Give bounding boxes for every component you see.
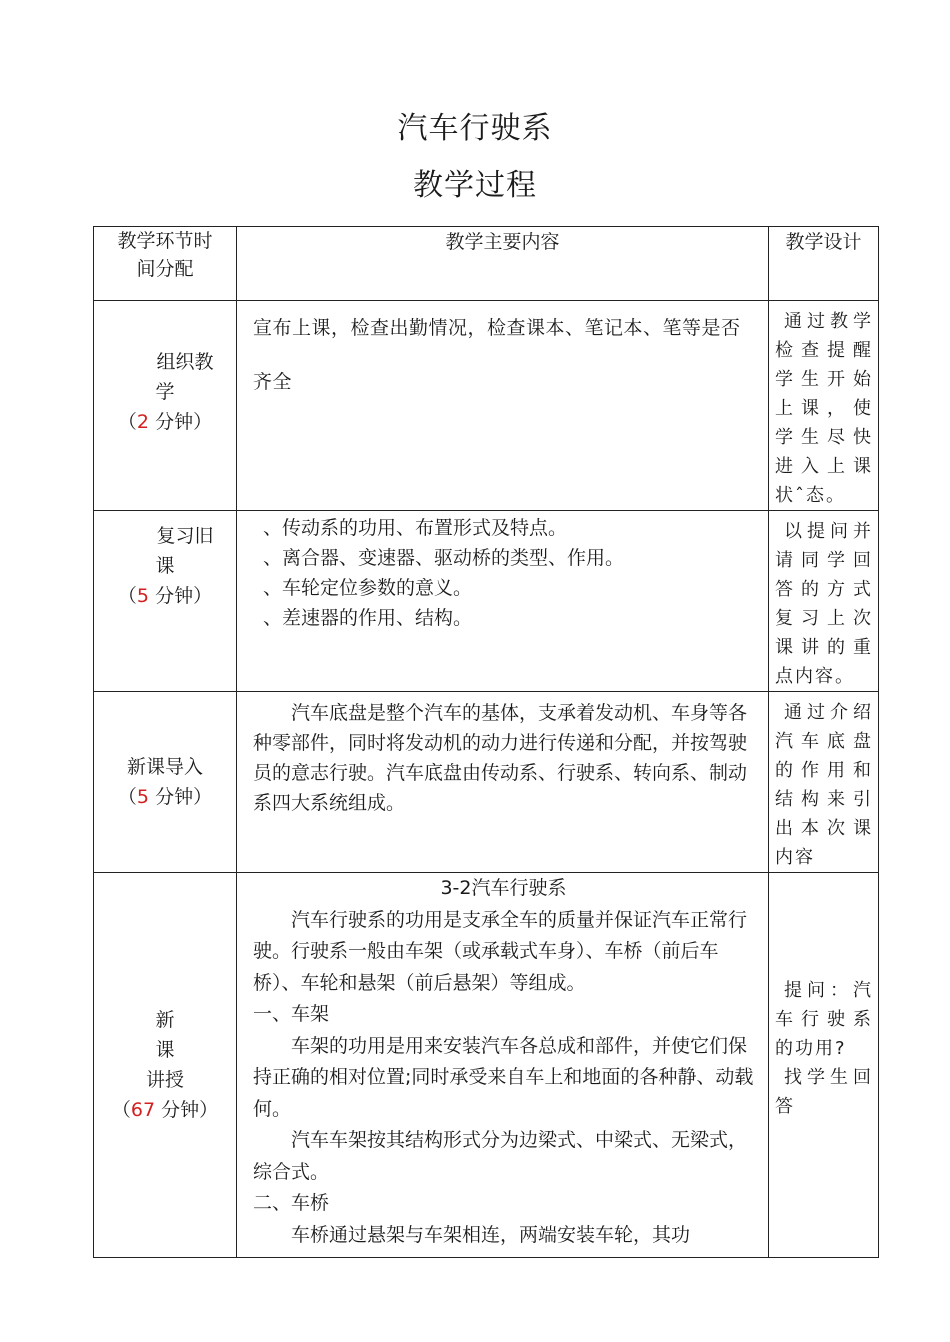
document-title: 汽车行驶系 <box>397 111 553 146</box>
content-list-item: 、离合器、变速器、驱动桥的类型、作用。 <box>263 547 625 569</box>
stage-label-line2: 课 <box>155 1039 175 1061</box>
stage-duration: （67 分钟） <box>111 1099 219 1121</box>
header-content: 教学主要内容 <box>237 227 769 301</box>
design-activity: 找学生回答 <box>775 1066 873 1117</box>
lesson-plan-table <box>93 226 879 1258</box>
table-header-row <box>94 227 879 301</box>
stage-cell <box>94 301 237 511</box>
stage-label-line1: 新 <box>155 1009 175 1031</box>
content-cell <box>237 511 769 692</box>
table-row <box>94 873 879 1258</box>
content-paragraph: 汽车车架按其结构形式分为边梁式、中梁式、无梁式，综合式。 <box>253 1129 748 1183</box>
design-cell: 以提问并请同学回答的方式复习上次课讲的重点内容。 <box>769 511 879 692</box>
stage-label-line1: 新课导入 <box>126 756 203 778</box>
header-design: 教学设计 <box>769 227 879 301</box>
stage-cell <box>94 873 237 1258</box>
content-paragraph: 车桥通过悬架与车架相连，两端安装车轮，其功 <box>291 1223 691 1246</box>
subsection-heading: 一、车架 <box>253 1003 330 1025</box>
table-row <box>94 511 879 692</box>
content-cell <box>237 301 769 511</box>
stage-label-line2: 学 <box>155 380 175 403</box>
design-cell: 通过介绍汽车底盘的作用和结构来引出本次课内容 <box>769 692 879 873</box>
stage-cell <box>94 692 237 873</box>
table-row <box>94 692 879 873</box>
stage-duration: （2 分钟） <box>117 410 213 433</box>
content-paragraph: 汽车行驶系的功用是支承全车的质量并保证汽车正常行驶。行驶系一般由车架（或承载式车身）、车桥（前后车桥）、车轮和悬架（前后悬架）等组成。 <box>253 908 748 994</box>
content-list-item: 、差速器的作用、结构。 <box>263 607 473 629</box>
content-cell <box>237 692 769 873</box>
design-question: 提问：汽车行驶系的功用? <box>775 979 873 1059</box>
stage-label-line2: 课 <box>155 555 175 577</box>
subsection-heading: 二、车桥 <box>253 1192 330 1214</box>
design-cell <box>769 873 879 1258</box>
stage-cell <box>94 511 237 692</box>
content-paragraph: 车架的功用是用来安装汽车各总成和部件，并使它们保持正确的相对位置;同时承受来自车上和地面的各种静、动载何。 <box>253 1034 754 1120</box>
content-paragraph: 汽车底盘是整个汽车的基体，支承着发动机、车身等各种零部件，同时将发动机的动力进行传递和分配，并按驾驶员的意志行驶。汽车底盘由传动系、行驶系、转向系、制动系四大系统组成。 <box>253 702 748 814</box>
document-subtitle: 教学过程 <box>413 168 537 203</box>
design-cell: 通过教学检查提醒学生开始上课，使学生尽快进入上课状ˆ态。 <box>769 301 879 511</box>
content-paragraph: 宣布上课，检查出勤情况，检查课本、笔记本、笔等是否齐全 <box>253 317 741 393</box>
stage-label-line1: 复习旧 <box>156 525 214 547</box>
header-stage-line1: 教学环节时 <box>117 230 213 252</box>
header-stage-line2: 间分配 <box>136 258 194 280</box>
content-list-item: 、传动系的功用、布置形式及特点。 <box>263 517 568 539</box>
header-stage <box>94 227 237 301</box>
stage-duration: （5 分钟） <box>117 585 213 607</box>
section-heading: 3-2汽车行驶系 <box>440 877 567 899</box>
table-row <box>94 301 879 511</box>
content-cell <box>237 873 769 1258</box>
stage-label-line3: 讲授 <box>145 1069 184 1091</box>
stage-label-line1: 组织教 <box>156 350 214 373</box>
stage-duration: （5 分钟） <box>117 786 213 808</box>
content-list-item: 、车轮定位参数的意义。 <box>263 577 473 599</box>
